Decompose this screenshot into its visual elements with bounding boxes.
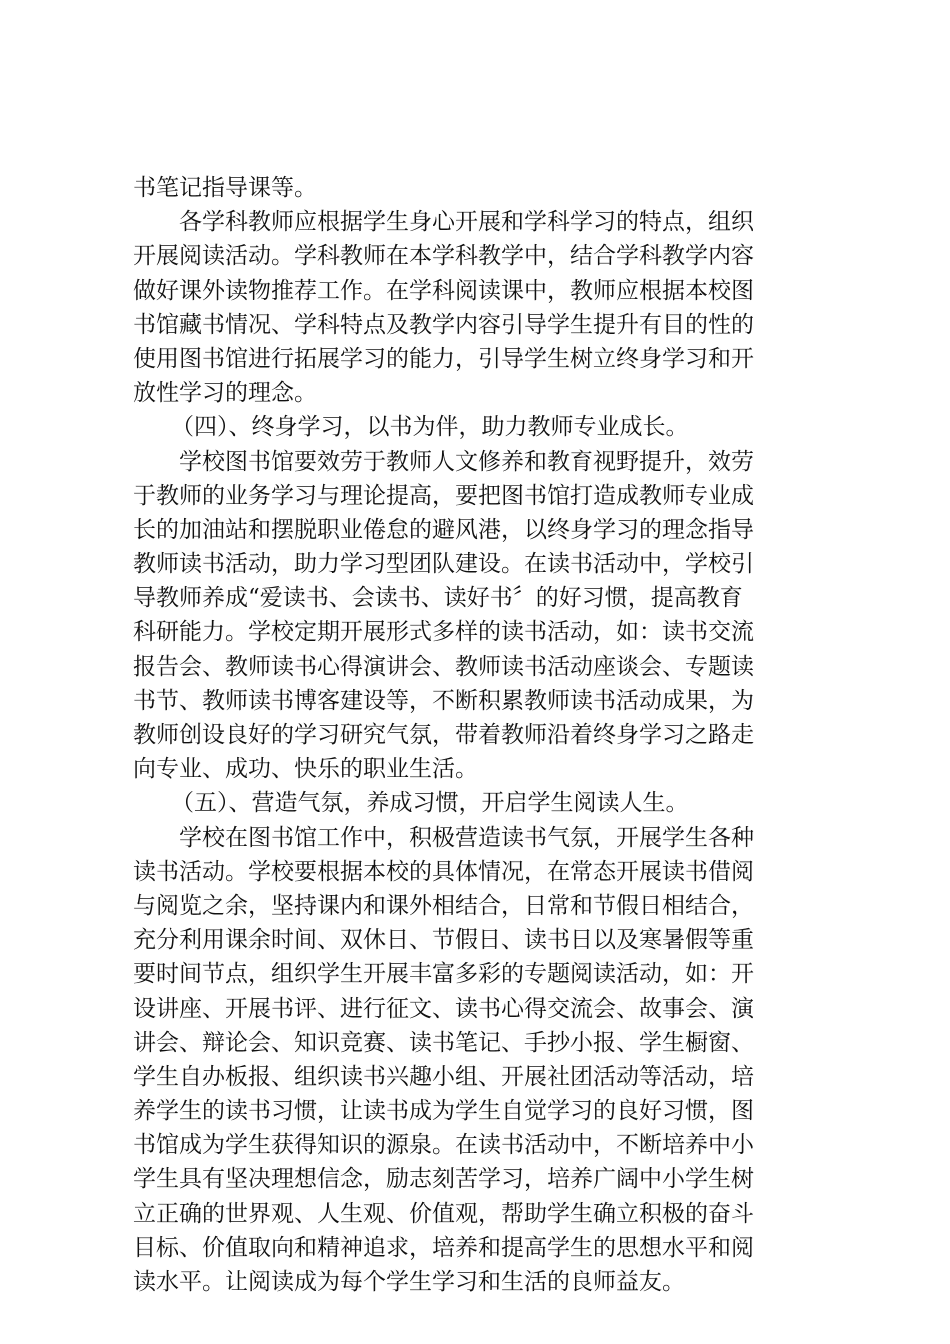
text-line: 学生自办板报、组织读书兴趣小组、开展社团活动等活动，培 bbox=[133, 1063, 754, 1090]
text-line: 书节、教师读书博客建设等，不断积累教师读书活动成果，为 bbox=[133, 687, 754, 714]
document-body bbox=[133, 171, 823, 1299]
text-line: 讲会、辩论会、知识竞赛、读书笔记、手抄小报、学生橱窗、 bbox=[133, 1029, 754, 1056]
text-line: 设讲座、开展书评、进行征文、读书心得交流会、故事会、演 bbox=[133, 995, 754, 1022]
text-line: 导教师养成“爱读书、会读书、读好书〞的好习惯，提高教育 bbox=[133, 585, 743, 612]
text-line: 立正确的世界观、人生观、价值观，帮助学生确立积极的奋斗 bbox=[133, 1200, 754, 1227]
text-line: 教师读书活动，助力学习型团队建设。在读书活动中，学校引 bbox=[133, 551, 754, 578]
text-line: 长的加油站和摆脱职业倦怠的避风港，以终身学习的理念指导 bbox=[133, 516, 754, 543]
text-line: 于教师的业务学习与理论提高，要把图书馆打造成教师专业成 bbox=[133, 482, 754, 509]
text-line: 读书活动。学校要根据本校的具体情况，在常态开展读书借阅 bbox=[133, 858, 754, 885]
text-line: 报告会、教师读书心得演讲会、教师读书活动座谈会、专题读 bbox=[133, 653, 754, 680]
section-heading-line: （四）、终身学习，以书为伴，助力教师专业成长。 bbox=[171, 414, 689, 441]
section-heading-line: （五）、营造气氛，养成习惯，开启学生阅读人生。 bbox=[171, 790, 689, 817]
text-line: 书笔记指导课等。 bbox=[133, 175, 317, 201]
text-line: 学校图书馆要效劳于教师人文修养和教育视野提升，效劳 bbox=[179, 448, 754, 475]
text-line: 与阅览之余，坚持课内和课外相结合，日常和节假日相结合， bbox=[133, 892, 754, 919]
text-line: 科研能力。学校定期开展形式多样的读书活动，如：读书交流 bbox=[133, 619, 754, 646]
text-line: 各学科教师应根据学生身心开展和学科学习的特点，组织 bbox=[179, 209, 754, 236]
text-line: 充分利用课余时间、双休日、节假日、读书日以及寒暑假等重 bbox=[133, 927, 754, 954]
text-line: 开展阅读活动。学科教师在本学科教学中，结合学科教学内容 bbox=[133, 243, 754, 270]
text-line: 学生具有坚决理想信念，励志刻苦学习，培养广阔中小学生树 bbox=[133, 1166, 754, 1193]
text-line: 读水平。让阅读成为每个学生学习和生活的良师益友。 bbox=[133, 1269, 685, 1295]
text-line: 做好课外读物推荐工作。在学科阅读课中，教师应根据本校图 bbox=[133, 277, 754, 304]
text-line: 书馆成为学生获得知识的源泉。在读书活动中，不断培养中小 bbox=[133, 1132, 754, 1159]
text-line: 书馆藏书情况、学科特点及教学内容引导学生提升有目的性的 bbox=[133, 311, 754, 338]
text-line: 使用图书馆进行拓展学习的能力，引导学生树立终身学习和开 bbox=[133, 345, 754, 372]
text-line: 教师创设良好的学习研究气氛，带着教师沿着终身学习之路走 bbox=[133, 722, 754, 748]
text-line: 向专业、成功、快乐的职业生活。 bbox=[133, 756, 478, 783]
text-line: 养学生的读书习惯，让读书成为学生自觉学习的良好习惯，图 bbox=[133, 1098, 754, 1125]
text-line: 学校在图书馆工作中，积极营造读书气氛，开展学生各种 bbox=[179, 824, 754, 851]
text-line: 目标、价值取向和精神追求，培养和提高学生的思想水平和阅 bbox=[133, 1234, 754, 1261]
text-line: 要时间节点，组织学生开展丰富多彩的专题阅读活动，如：开 bbox=[133, 961, 754, 988]
text-line: 放性学习的理念。 bbox=[133, 380, 317, 407]
